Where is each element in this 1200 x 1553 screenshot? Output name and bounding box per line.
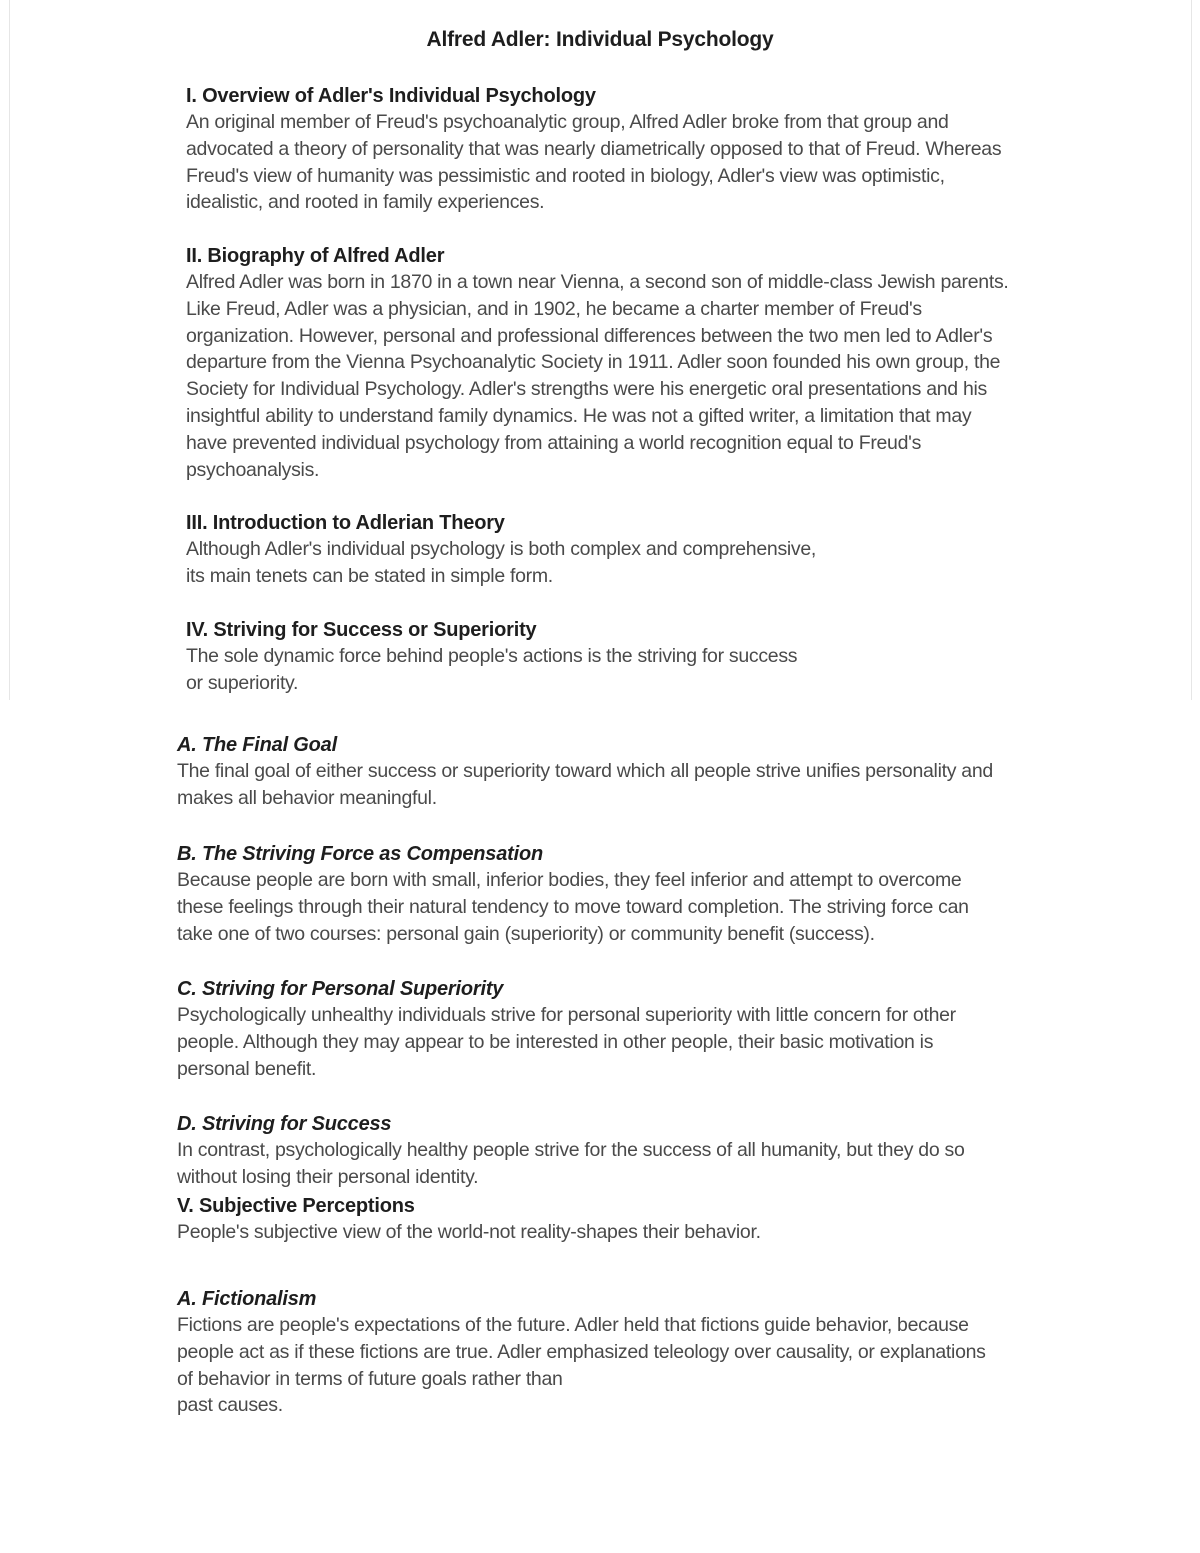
section-heading: III. Introduction to Adlerian Theory bbox=[186, 512, 505, 534]
section-biography bbox=[186, 243, 1046, 483]
section-heading: V. Subjective Perceptions bbox=[177, 1195, 415, 1217]
section-body: Alfred Adler was born in 1870 in a town near Vienna, a second son of middle-class Jewish parents. Like Freud, Adler was a physician, and in 1902, he became a charter member of Freud's organization. However, personal and professional differences between the two men led to Adler's departure from the Vienna Psychoanalytic Society in 1911. Adler soon founded his own group, the Society for Individual Psychology. Adler's strengths were his energetic oral presentations and his insightful ability to understand family dynamics. He was not a gifted writer, a limitation that may have prevented individual psychology from attaining a world recognition equal to Freud's psychoanalysis. bbox=[186, 271, 1009, 481]
section-heading: IV. Striving for Success or Superiority bbox=[186, 619, 537, 641]
section-subjective-perceptions bbox=[177, 1193, 1037, 1246]
subsection-personal-superiority bbox=[177, 976, 1037, 1082]
section-body: Although Adler's individual psychology is both complex and comprehensive, its main tenets can be stated in simple form. bbox=[186, 538, 817, 587]
section-heading: I. Overview of Adler's Individual Psychology bbox=[186, 85, 596, 107]
subsection-body: Fictions are people's expectations of the future. Adler held that fictions guide behavior, because people act as if these fictions are true. Adler emphasized teleology over causality, or explanations of behavior in terms of future goals rather than past causes. bbox=[177, 1314, 986, 1417]
document-title: Alfred Adler: Individual Psychology bbox=[426, 28, 774, 51]
section-body: People's subjective view of the world-not reality-shapes their behavior. bbox=[177, 1221, 761, 1243]
page-edge-left bbox=[9, 0, 10, 700]
subsection-body: The final goal of either success or superiority toward which all people strive unifies personality and makes all behavior meaningful. bbox=[177, 760, 993, 809]
section-striving bbox=[186, 617, 1046, 697]
section-introduction bbox=[186, 510, 1046, 590]
section-heading: II. Biography of Alfred Adler bbox=[186, 245, 445, 267]
subsection-body: In contrast, psychologically healthy people strive for the success of all humanity, but they do so without losing their personal identity. bbox=[177, 1139, 965, 1188]
section-overview bbox=[186, 83, 1046, 216]
subsection-heading: A. The Final Goal bbox=[177, 734, 337, 756]
subsection-fictionalism bbox=[177, 1286, 1037, 1419]
subsection-compensation bbox=[177, 841, 1037, 947]
subsection-body: Psychologically unhealthy individuals strive for personal superiority with little concern for other people. Although they may appear to be interested in other people, their basic motivation is personal benefit. bbox=[177, 1004, 956, 1080]
subsection-heading: A. Fictionalism bbox=[177, 1288, 317, 1310]
subsection-body: Because people are born with small, inferior bodies, they feel inferior and attempt to overcome these feelings through their natural tendency to move toward completion. The striving force can take one of two courses: personal gain (superiority) or community benefit (success). bbox=[177, 869, 969, 945]
subsection-heading: B. The Striving Force as Compensation bbox=[177, 843, 543, 865]
subsection-heading: C. Striving for Personal Superiority bbox=[177, 978, 504, 1000]
subsection-heading: D. Striving for Success bbox=[177, 1113, 392, 1135]
subsection-striving-success bbox=[177, 1111, 1037, 1191]
section-body: The sole dynamic force behind people's actions is the striving for success or superiority. bbox=[186, 645, 798, 694]
section-body: An original member of Freud's psychoanalytic group, Alfred Adler broke from that group and advocated a theory of personality that was nearly diametrically opposed to that of Freud. Whereas Freud's view of humanity was pessimistic and rooted in biology, Adler's view was optimistic, idealistic, and rooted in family experiences. bbox=[186, 111, 1002, 214]
subsection-final-goal bbox=[177, 732, 1037, 812]
page-edge-right bbox=[1191, 0, 1192, 700]
